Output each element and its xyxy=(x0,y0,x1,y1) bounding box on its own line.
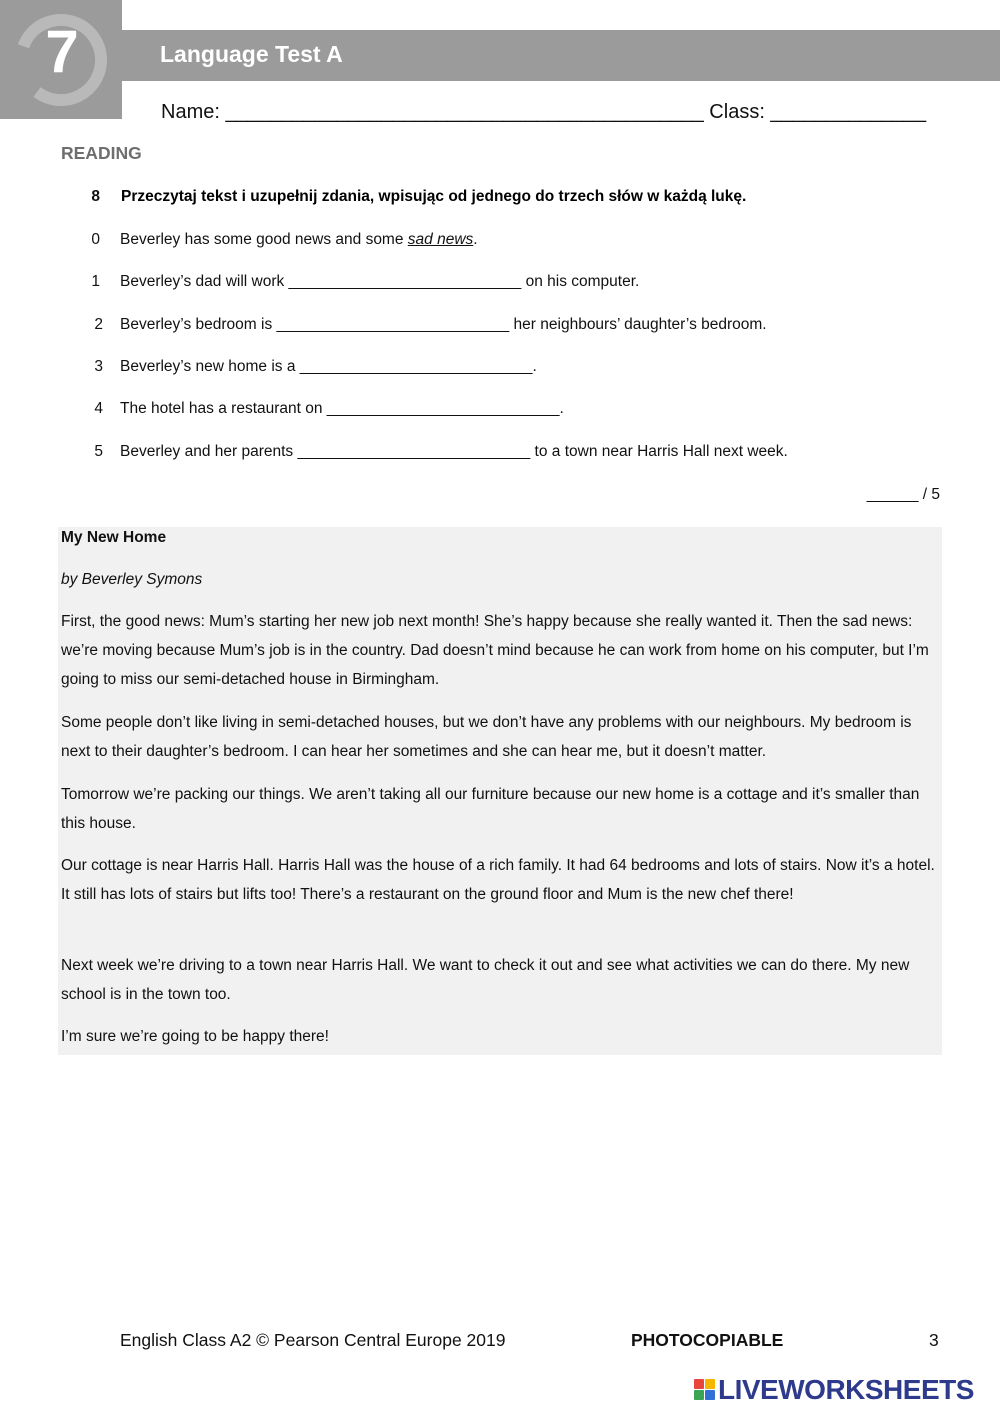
question-number: 0 xyxy=(91,231,100,248)
passage-paragraph: Next week we’re driving to a town near Harris Hall. We want to check it out and see what activities we can do there. My new school is in the town too. xyxy=(61,957,910,1003)
question-text: Beverley’s bedroom is ___________________________ her neighbours’ daughter’s bedroom. xyxy=(120,316,767,333)
passage-paragraph: Some people don’t like living in semi-detached houses, but we don’t have any problems with our neighbours. My bedroom is next to their daughter’s bedroom. I can hear her sometimes and she can hear me, but it doesn’t matter. xyxy=(61,714,912,760)
question-number: 3 xyxy=(94,358,103,375)
passage-paragraph: Tomorrow we’re packing our things. We aren’t taking all our furniture because our new home is a cottage and it’s smaller than this house. xyxy=(61,786,920,832)
name-class-line: Name: ___________________________________________ Class: ______________ xyxy=(161,101,927,123)
unit-badge xyxy=(0,0,122,119)
footer-copyright: English Class A2 © Pearson Central Europe 2019 xyxy=(120,1330,506,1350)
reading-passage xyxy=(58,527,942,1055)
page-title: Language Test A xyxy=(160,41,343,67)
score-box: ______ / 5 xyxy=(866,486,940,503)
question-example xyxy=(120,231,478,249)
title-bar xyxy=(122,30,1000,81)
question-number: 2 xyxy=(94,316,103,333)
unit-number: 7 xyxy=(45,18,77,85)
question-text: The hotel has a restaurant on ___________________________. xyxy=(120,400,564,417)
passage-title: My New Home xyxy=(61,529,167,546)
footer-photocopiable: PHOTOCOPIABLE xyxy=(631,1330,784,1350)
question-number: 1 xyxy=(91,273,100,290)
passage-paragraph: I’m sure we’re going to be happy there! xyxy=(61,1028,329,1045)
question-text: Beverley has some good news and some xyxy=(120,231,408,248)
liveworksheets-icon xyxy=(694,1379,716,1401)
section-label: READING xyxy=(61,143,142,163)
task-number: 8 xyxy=(91,188,100,205)
liveworksheets-wordmark: LIVEWORKSHEETS xyxy=(718,1374,974,1405)
question-text: Beverley’s new home is a ___________________________. xyxy=(120,358,537,375)
footer-page-number: 3 xyxy=(929,1330,939,1350)
task-instruction: Przeczytaj tekst i uzupełnij zdania, wpisując od jednego do trzech słów w każdą lukę. xyxy=(121,188,747,205)
passage-byline: by Beverley Symons xyxy=(61,571,203,588)
passage-paragraph: Our cottage is near Harris Hall. Harris Hall was the house of a rich family. It had 64 bedrooms and lots of stairs. Now it’s a hotel. It still has lots of stairs but lifts too! There’s a restaurant on the ground floor and Mum is the new chef there! xyxy=(61,857,935,903)
passage-paragraph: First, the good news: Mum’s starting her new job next month! She’s happy because she really wanted it. Then the sad news: we’re moving because Mum’s job is in the country. Dad doesn’t mind because he can work from home on his computer, but I’m going to miss our semi-detached house in Birmingham. xyxy=(61,613,929,688)
question-text: Beverley and her parents ___________________________ to a town near Harris Hall next week. xyxy=(120,443,788,460)
example-answer: sad news xyxy=(407,231,474,248)
question-text: Beverley’s dad will work ___________________________ on his computer. xyxy=(120,273,640,290)
question-text-end: . xyxy=(473,231,478,248)
question-number: 4 xyxy=(94,400,103,417)
question-number: 5 xyxy=(94,443,103,460)
